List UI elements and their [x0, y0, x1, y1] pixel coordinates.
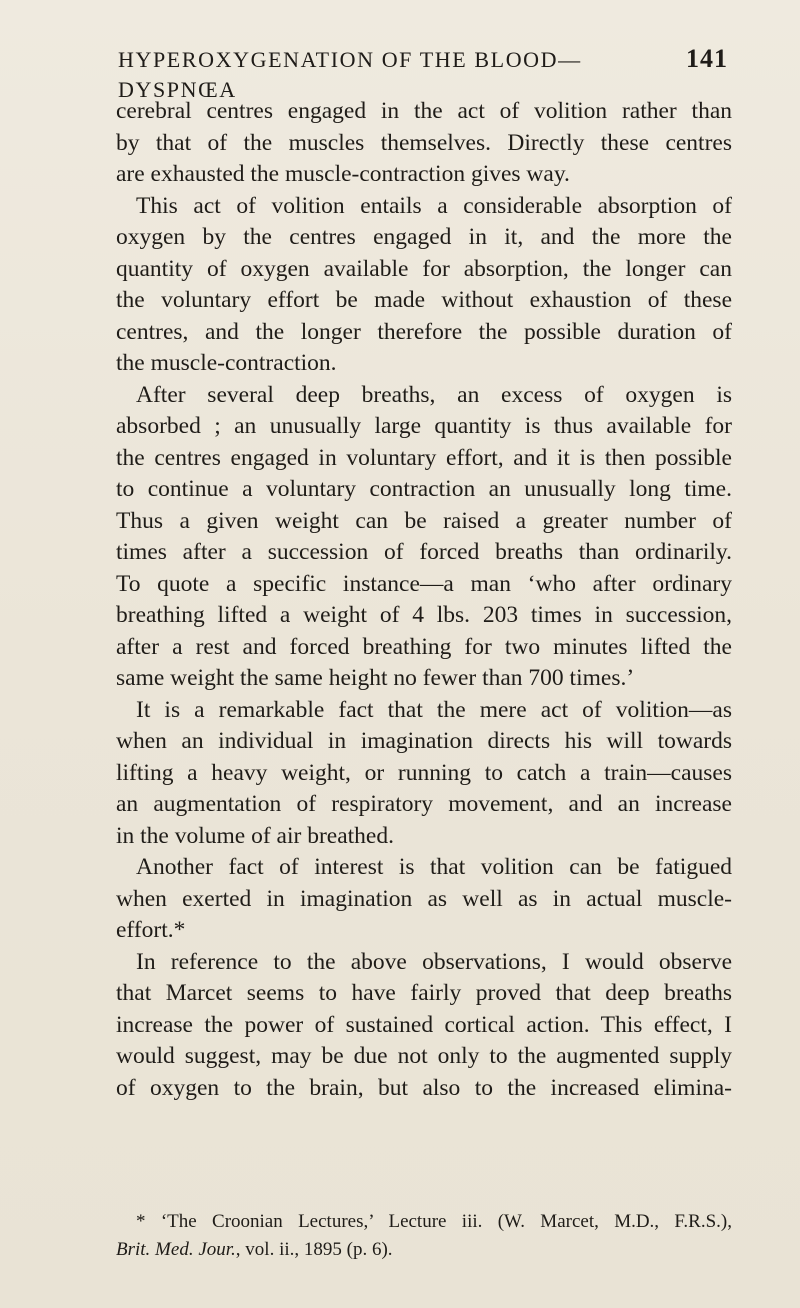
- footnote-line: * ‘The Croonian Lectures,’ Lecture iii. (W. Marcet, M.D., F.R.S.),: [136, 1211, 732, 1232]
- text-line: an augmentation of respiratory movement, and an increase: [116, 791, 732, 817]
- text-line: After several deep breaths, an excess of oxygen is: [136, 381, 732, 408]
- running-head-title: HYPEROXYGENATION OF THE BLOOD—DYSPNŒA: [118, 47, 582, 102]
- text-line: the muscle-contraction.: [116, 350, 337, 376]
- text-line: oxygen by the centres engaged in it, and the more the: [116, 224, 732, 250]
- text-line: by that of the muscles themselves. Directly these centres: [116, 129, 732, 156]
- text-line: quantity of oxygen available for absorption, the longer can: [116, 255, 732, 282]
- text-line: are exhausted the muscle-contraction gives way.: [116, 161, 570, 187]
- text-line: absorbed ; an unusually large quantity is thus available for: [116, 413, 732, 439]
- text-line: effort.*: [116, 917, 186, 943]
- text-line: increase the power of sustained cortical action. This effect, I: [116, 1011, 732, 1038]
- text-line: in the volume of air breathed.: [116, 822, 394, 849]
- text-line: lifting a heavy weight, or running to catch a train—causes: [116, 759, 732, 786]
- text-line: same weight the same height no fewer than 700 times.’: [116, 665, 635, 691]
- text-line: would suggest, may be due not only to the augmented supply: [116, 1043, 732, 1069]
- text-line: of oxygen to the brain, but also to the increased elimina-: [116, 1074, 732, 1101]
- text-line: when exerted in imagination as well as in actual muscle-: [116, 885, 732, 912]
- text-line: the voluntary effort be made without exhaustion of these: [116, 287, 732, 313]
- journal-title: Brit. Med. Jour.: [116, 1239, 236, 1260]
- text-line: centres, and the longer therefore the possible duration of: [116, 318, 732, 345]
- text-line: to continue a voluntary contraction an unusually long time.: [116, 476, 732, 502]
- text-line: after a rest and forced breathing for two minutes lifted the: [116, 633, 732, 660]
- text-line: cerebral centres engaged in the act of volition rather than: [116, 98, 732, 124]
- text-line: breathing lifted a weight of 4 lbs. 203 times in succession,: [116, 602, 732, 628]
- text-line: To quote a specific instance—a man ‘who after ordinary: [116, 570, 732, 597]
- text-line: when an individual in imagination directs his will towards: [116, 728, 732, 754]
- footnote-citation: , vol. ii., 1895 (p. 6).: [235, 1239, 393, 1260]
- footnote-line: [116, 1236, 732, 1264]
- text-line: This act of volition entails a considerable absorption of: [136, 192, 732, 219]
- body-text: [116, 96, 732, 1104]
- text-line: the centres engaged in voluntary effort, and it is then possible: [116, 444, 732, 471]
- text-line: that Marcet seems to have fairly proved that deep breaths: [116, 980, 732, 1006]
- text-line: Thus a given weight can be raised a greater number of: [116, 507, 732, 534]
- footnote: [116, 1208, 732, 1264]
- page-number: 141: [686, 44, 728, 73]
- text-line: In reference to the above observations, I would observe: [136, 948, 732, 975]
- text-line: It is a remarkable fact that the mere act of volition—as: [136, 696, 732, 723]
- text-line: Another fact of interest is that volition can be fatigued: [136, 854, 732, 880]
- text-line: times after a succession of forced breaths than ordinarily.: [116, 539, 732, 565]
